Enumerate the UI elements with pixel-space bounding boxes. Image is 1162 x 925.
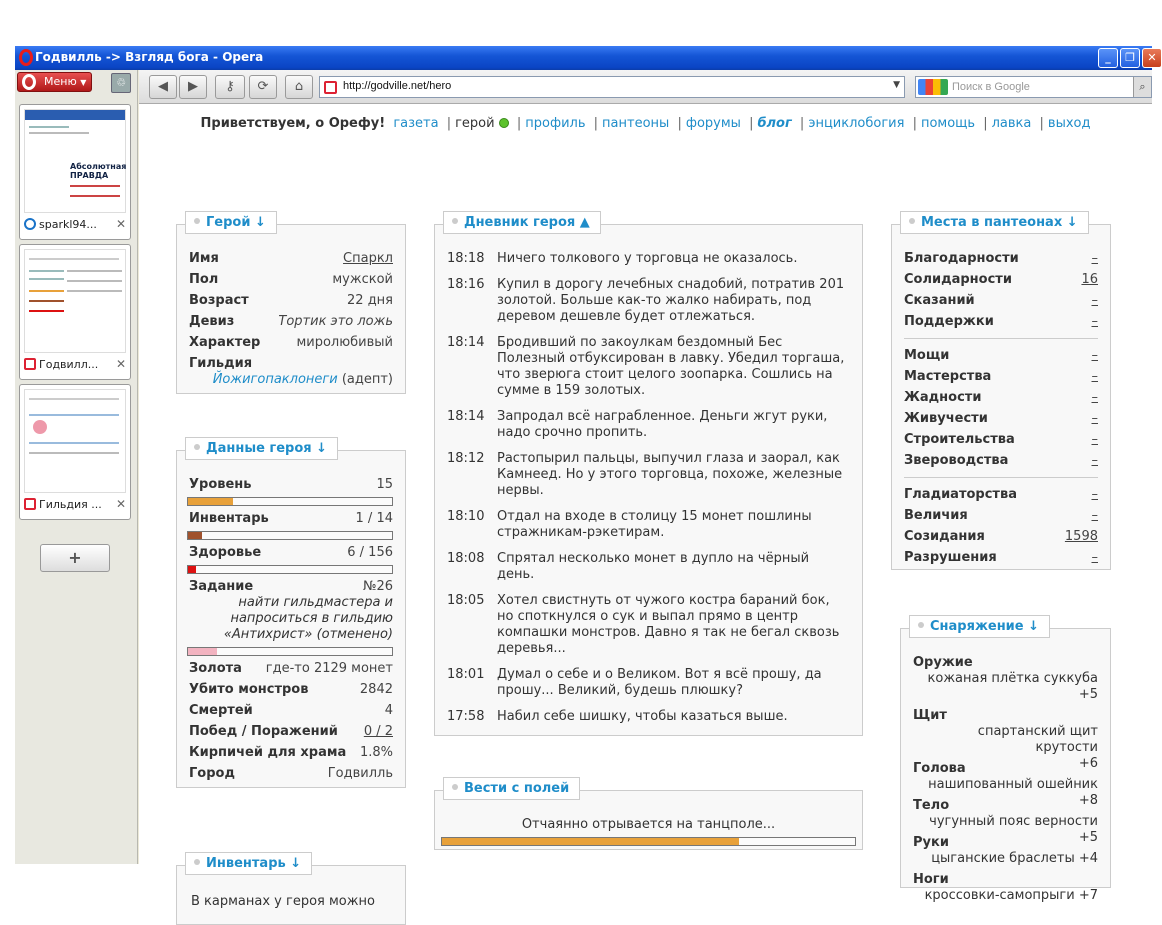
tab-preview: [24, 389, 126, 493]
gold-label: Золота: [189, 661, 242, 676]
menu-label: Меню: [44, 75, 77, 88]
hero-stats-title[interactable]: Данные героя ↓: [185, 437, 338, 460]
pantheon-rank[interactable]: –: [1091, 432, 1098, 447]
equipment-title[interactable]: Снаряжение ↓: [909, 615, 1050, 638]
address-bar[interactable]: [319, 76, 905, 98]
quest-number: №26: [362, 579, 393, 594]
diary-title[interactable]: Дневник героя ▲: [443, 211, 601, 234]
search-field[interactable]: [915, 76, 1152, 98]
chevron-down-icon[interactable]: ▼: [893, 80, 900, 90]
title-bar: [15, 46, 1157, 70]
city-label: Город: [189, 766, 235, 781]
home-button[interactable]: ⌂: [285, 75, 313, 99]
deaths-value: 4: [384, 703, 393, 718]
hero-gender-value: мужской: [332, 272, 393, 287]
level-label: Уровень: [189, 477, 252, 492]
diary-entry: 18:10 Отдал на входе в столицу 15 монет пошлины стражникам-рэкетирам.: [447, 509, 812, 540]
tab-caption: Гильдия ...: [24, 498, 128, 516]
pantheon-rank[interactable]: –: [1091, 550, 1098, 565]
gold-value: где-то 2129 монет: [265, 661, 393, 676]
nav-link-logout[interactable]: выход: [1047, 116, 1091, 131]
hero-motto-label: Девиз: [189, 314, 235, 329]
tab-caption: Годвилл...: [24, 358, 128, 376]
online-status-icon: [499, 118, 509, 128]
health-label: Здоровье: [189, 545, 262, 560]
diary-entry: 18:14 Запродал всё награбленное. Деньги жгут руки, надо срочно пропить.: [447, 409, 828, 440]
diary-entry: 18:14 Бродивший по закоулкам бездомный Бес Полезный отбуксирован в лавку. Убедил торгаша, что зверюга стоит целого зоопарка. Сошлись на сумме в 159 золотых.: [447, 335, 845, 398]
level-value: 15: [376, 477, 393, 492]
equipment-slot: Тело чугунный пояс верности +5: [913, 798, 1098, 845]
nav-link-forums[interactable]: форумы: [685, 116, 741, 131]
pantheon-label: Поддержки: [904, 314, 994, 329]
news-box: [434, 781, 863, 850]
close-tab-icon[interactable]: ✕: [115, 357, 126, 371]
tab-panel: [15, 70, 138, 864]
diary-entry: 18:01 Думал о себе и о Великом. Вот я всё прошу, да прошу... Великий, будешь плюшку?: [447, 667, 822, 698]
pantheon-label: Мощи: [904, 348, 950, 363]
pantheon-label: Созидания: [904, 529, 985, 544]
pantheon-rank[interactable]: –: [1091, 293, 1098, 308]
pantheon-rank[interactable]: –: [1091, 348, 1098, 363]
equipment-box: [900, 619, 1111, 903]
minimize-button[interactable]: _: [1098, 48, 1118, 68]
navigation-toolbar: [139, 70, 1152, 104]
top-nav: Приветствуем, о Орефу! газета | герой | профиль | пантеоны | форумы | блог | энциклобогия | помощь | лавка | выход: [200, 116, 1091, 131]
diary-entry: 18:16 Купил в дорогу лечебных снадобий, потратив 201 золотой. Больше как-то жалко набирать, под деревом дешевле будет отлежаться.: [447, 277, 845, 324]
godville-icon: [24, 498, 36, 510]
web-page: [139, 104, 1152, 909]
quest-label: Задание: [189, 579, 254, 594]
tab-preview: Абсолютная ПРАВДА: [24, 109, 126, 213]
close-tab-icon[interactable]: ✕: [115, 217, 126, 231]
close-button[interactable]: ✕: [1142, 48, 1162, 68]
news-title[interactable]: Вести с полей: [443, 777, 580, 800]
pantheon-rank[interactable]: –: [1091, 508, 1098, 523]
hero-name-link[interactable]: Спаркл: [343, 251, 393, 266]
pantheon-label: Мастерства: [904, 369, 992, 384]
hero-character-label: Характер: [189, 335, 261, 350]
tab-caption: sparkl94...: [24, 218, 128, 236]
tab-thumbnail-2[interactable]: [19, 244, 131, 380]
equipment-slot: Щит спартанский щит крутости +6: [913, 708, 1098, 771]
hero-box-title[interactable]: Герой ↓: [185, 211, 277, 234]
pantheon-rank[interactable]: –: [1091, 487, 1098, 502]
pantheon-rank[interactable]: 16: [1081, 272, 1098, 287]
deaths-label: Смертей: [189, 703, 253, 718]
pantheon-label: Величия: [904, 508, 968, 523]
inventory-text: В карманах у героя можно: [191, 894, 375, 909]
pantheon-label: Благодарности: [904, 251, 1019, 266]
diary-entry: 18:18 Ничего толкового у торговца не оказалось.: [447, 251, 798, 266]
nav-link-wiki[interactable]: энциклобогия: [808, 116, 905, 131]
key-icon[interactable]: ⚷: [215, 75, 245, 99]
tab-thumbnail-3[interactable]: [19, 384, 131, 520]
pantheons-box: [891, 215, 1111, 570]
search-icon[interactable]: ⌕: [1133, 77, 1151, 97]
pantheon-label: Гладиаторства: [904, 487, 1017, 502]
hero-age-value: 22 дня: [347, 293, 393, 308]
inventory-title[interactable]: Инвентарь ↓: [185, 852, 312, 875]
add-tab-button[interactable]: +: [40, 544, 110, 572]
diary-entry: 18:05 Хотел свистнуть от чужого костра бараний бок, но споткнулся о сук и выпал прямо в центр компашки монстров. Давно я так не бегал сквозь деревья...: [447, 593, 840, 656]
pantheon-rank[interactable]: 1598: [1064, 529, 1098, 544]
pantheon-label: Жадности: [904, 390, 982, 405]
forward-button[interactable]: ▶: [179, 75, 207, 99]
search-placeholder: Поиск в Google: [952, 81, 1030, 93]
pantheon-rank[interactable]: –: [1091, 369, 1098, 384]
bricks-label: Кирпичей для храма: [189, 745, 347, 760]
kills-label: Убито монстров: [189, 682, 309, 697]
hero-age-label: Возраст: [189, 293, 249, 308]
pantheon-label: Солидарности: [904, 272, 1012, 287]
opera-logo-icon: [19, 49, 33, 66]
equipment-slot: Голова нашипованный ошейник +8: [913, 761, 1098, 808]
nav-link-newspaper[interactable]: газета: [393, 116, 439, 131]
diary-entry: 17:58 Набил себе шишку, чтобы казаться выше.: [447, 709, 788, 724]
pantheons-title[interactable]: Места в пантеонах ↓: [900, 211, 1089, 234]
nav-link-pantheons[interactable]: пантеоны: [602, 116, 670, 131]
pantheon-label: Разрушения: [904, 550, 997, 565]
news-progress-bar: [441, 837, 856, 846]
wins-link[interactable]: 0 / 2: [363, 724, 393, 739]
inventory-label: Инвентарь: [189, 511, 269, 526]
inventory-box: [176, 856, 406, 925]
hero-gender-label: Пол: [189, 272, 219, 287]
close-tab-icon[interactable]: ✕: [115, 497, 126, 511]
mail-icon: [24, 218, 36, 230]
hero-motto-value: Тортик это ложь: [278, 314, 393, 329]
browser-window: [15, 46, 1157, 909]
pantheon-rank[interactable]: –: [1091, 390, 1098, 405]
pantheon-label: Сказаний: [904, 293, 975, 308]
opera-menu-icon: [22, 74, 36, 90]
diary-entry: 18:08 Спрятал несколько монет в дупло на чёрный день.: [447, 551, 810, 582]
back-button[interactable]: ◀: [149, 75, 177, 99]
hero-character-value: миролюбивый: [296, 335, 393, 350]
nav-link-help[interactable]: помощь: [920, 116, 976, 131]
tab-thumbnail-1[interactable]: [19, 104, 131, 240]
nav-link-profile[interactable]: профиль: [525, 116, 586, 131]
greeting: Приветствуем, о Орефу!: [200, 116, 386, 131]
nav-link-shop[interactable]: лавка: [991, 116, 1032, 131]
pantheon-rank[interactable]: –: [1091, 251, 1098, 266]
inventory-value: 1 / 14: [355, 511, 393, 526]
equipment-slot: Руки цыганские браслеты +4: [913, 835, 1098, 866]
news-text: Отчаянно отрывается на танцполе...: [521, 817, 776, 832]
wins-label: Побед / Поражений: [189, 724, 338, 739]
kills-value: 2842: [359, 682, 393, 697]
nav-link-blog[interactable]: блог: [757, 116, 792, 131]
menu-button[interactable]: Меню ▼: [17, 72, 92, 92]
hero-box: [176, 215, 406, 394]
hero-name-label: Имя: [189, 251, 219, 266]
nav-link-hero: герой: [455, 116, 495, 131]
godville-icon: [24, 358, 36, 370]
health-progress-bar: [187, 565, 393, 574]
quest-text: найти гильдмастера и напроситься в гильдию «Антихрист» (отменено): [223, 595, 393, 642]
equipment-slot: Ноги кроссовки-самопрыги +7: [913, 872, 1098, 903]
maximize-button[interactable]: ❐: [1120, 48, 1140, 68]
url-text: http://godville.net/hero: [343, 80, 452, 92]
trash-icon[interactable]: ♲: [111, 73, 131, 93]
pantheon-rank[interactable]: –: [1091, 411, 1098, 426]
pantheon-label: Живучести: [904, 411, 988, 426]
inventory-progress-bar: [187, 531, 393, 540]
guild-link[interactable]: Йожигопаклонеги: [212, 372, 338, 387]
tab-preview: [24, 249, 126, 353]
pantheon-label: Звероводства: [904, 453, 1009, 468]
city-link[interactable]: Годвилль: [327, 766, 393, 781]
diary-entry: 18:12 Растопырил пальцы, выпучил глаза и заорал, как Камнеед. Но у этого торговца, похоже, железные нервы.: [447, 451, 843, 498]
pantheon-rank[interactable]: –: [1091, 453, 1098, 468]
site-favicon-icon: [324, 81, 337, 94]
equipment-slot: Оружие кожаная плётка суккуба +5: [913, 655, 1098, 702]
health-value: 6 / 156: [347, 545, 393, 560]
bricks-value: 1.8%: [359, 745, 393, 760]
quest-progress-bar: [187, 647, 393, 656]
pantheon-label: Строительства: [904, 432, 1015, 447]
window-title: Годвилль -> Взгляд бога - Opera: [35, 50, 264, 64]
guild-rank: (адепт): [337, 372, 393, 387]
divider: [904, 477, 1098, 478]
level-progress-bar: [187, 497, 393, 506]
reload-button[interactable]: ⟳: [249, 75, 277, 99]
hero-guild-label: Гильдия: [189, 356, 253, 371]
hero-stats-box: [176, 441, 406, 788]
divider: [904, 338, 1098, 339]
google-icon[interactable]: [918, 79, 948, 95]
pantheon-rank[interactable]: –: [1091, 314, 1098, 329]
diary-box: [434, 215, 863, 736]
